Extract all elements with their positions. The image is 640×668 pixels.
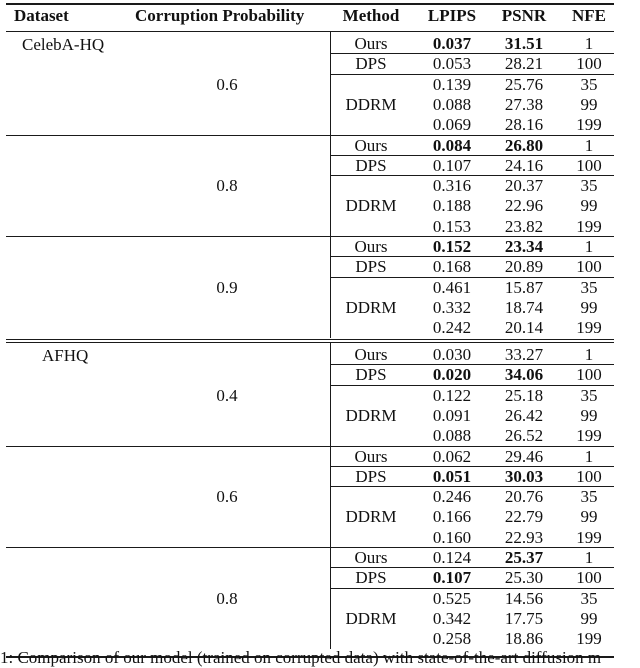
psnr-value: 26.52 (504, 426, 544, 446)
lpips-value: 0.124 (432, 548, 472, 567)
lpips-value: 0.332 (432, 297, 472, 317)
method-name: DDRM (345, 507, 397, 527)
header-lpips: LPIPS (427, 6, 477, 25)
top-rule (6, 3, 614, 5)
lpips-value: 0.107 (432, 155, 472, 175)
lpips-value: 0.107 (432, 568, 472, 588)
lpips-value: 0.062 (432, 446, 472, 466)
nfe-value: 35 (580, 588, 598, 608)
lpips-value: 0.168 (432, 257, 472, 277)
method-name: DDRM (345, 405, 397, 425)
nfe-value: 100 (576, 365, 602, 385)
method-name: Ours (354, 135, 388, 155)
nfe-value: 100 (576, 155, 602, 175)
method-name: DPS (355, 466, 387, 486)
method-name: DDRM (345, 297, 397, 317)
nfe-value: 35 (580, 385, 598, 405)
dataset-separator-rule (6, 342, 614, 343)
lpips-value: 0.188 (432, 196, 472, 216)
nfe-value: 199 (576, 115, 602, 135)
nfe-value: 99 (580, 608, 598, 628)
psnr-value: 30.03 (504, 466, 544, 486)
psnr-value: 20.76 (504, 487, 544, 507)
nfe-value: 199 (576, 629, 602, 649)
method-name: Ours (354, 34, 388, 53)
nfe-value: 1 (584, 446, 594, 466)
psnr-value: 25.37 (504, 548, 544, 567)
nfe-value: 99 (580, 196, 598, 216)
lpips-value: 0.069 (432, 115, 472, 135)
header-method: Method (342, 6, 400, 25)
header-rule (6, 31, 614, 32)
psnr-value: 22.93 (504, 527, 544, 547)
psnr-value: 22.96 (504, 196, 544, 216)
corruption-probability: 0.8 (216, 588, 238, 608)
header-corruption-probability: Corruption Probability (135, 6, 305, 25)
lpips-value: 0.091 (432, 405, 472, 425)
method-name: Ours (354, 345, 388, 364)
nfe-value: 199 (576, 318, 602, 338)
nfe-value: 1 (584, 548, 594, 567)
lpips-value: 0.030 (432, 345, 472, 364)
lpips-value: 0.020 (432, 365, 472, 385)
psnr-value: 25.30 (504, 568, 544, 588)
nfe-value: 1 (584, 237, 594, 256)
lpips-value: 0.316 (432, 176, 472, 196)
table-caption: 1: Comparison of our model (trained on corrupted data) with state-of-the-art diffusion m (0, 648, 602, 667)
nfe-value: 100 (576, 466, 602, 486)
lpips-value: 0.152 (432, 237, 472, 256)
method-name: DPS (355, 54, 387, 74)
psnr-value: 28.16 (504, 115, 544, 135)
lpips-value: 0.342 (432, 608, 472, 628)
method-name: DDRM (345, 94, 397, 114)
lpips-value: 0.461 (432, 277, 472, 297)
psnr-value: 29.46 (504, 446, 544, 466)
psnr-value: 34.06 (504, 365, 544, 385)
lpips-value: 0.122 (432, 385, 472, 405)
lpips-value: 0.088 (432, 426, 472, 446)
psnr-value: 15.87 (504, 277, 544, 297)
corruption-probability: 0.6 (216, 74, 238, 94)
psnr-value: 18.74 (504, 297, 544, 317)
nfe-value: 99 (580, 94, 598, 114)
method-name: DDRM (345, 196, 397, 216)
lpips-value: 0.088 (432, 94, 472, 114)
corruption-probability: 0.9 (216, 277, 238, 297)
psnr-value: 18.86 (504, 629, 544, 649)
lpips-value: 0.084 (432, 135, 472, 155)
header-nfe: NFE (572, 6, 606, 25)
nfe-value: 1 (584, 135, 594, 155)
nfe-value: 35 (580, 74, 598, 94)
nfe-value: 100 (576, 568, 602, 588)
nfe-value: 35 (580, 277, 598, 297)
psnr-value: 33.27 (504, 345, 544, 364)
lpips-value: 0.160 (432, 527, 472, 547)
nfe-value: 199 (576, 426, 602, 446)
lpips-value: 0.053 (432, 54, 472, 74)
method-name: Ours (354, 237, 388, 256)
nfe-value: 199 (576, 216, 602, 236)
lpips-value: 0.037 (432, 34, 472, 53)
nfe-value: 1 (584, 34, 594, 53)
method-name: DPS (355, 155, 387, 175)
psnr-value: 25.76 (504, 74, 544, 94)
corruption-probability: 0.8 (216, 176, 238, 196)
nfe-value: 1 (584, 345, 594, 364)
lpips-value: 0.242 (432, 318, 472, 338)
method-name: Ours (354, 446, 388, 466)
method-name: DPS (355, 365, 387, 385)
psnr-value: 20.37 (504, 176, 544, 196)
psnr-value: 23.34 (504, 237, 544, 256)
lpips-value: 0.258 (432, 629, 472, 649)
psnr-value: 20.89 (504, 257, 544, 277)
header-psnr: PSNR (501, 6, 547, 25)
psnr-value: 28.21 (504, 54, 544, 74)
psnr-value: 14.56 (504, 588, 544, 608)
lpips-value: 0.051 (432, 466, 472, 486)
method-column-divider (330, 343, 331, 649)
method-name: DPS (355, 257, 387, 277)
corruption-probability: 0.4 (216, 385, 238, 405)
dataset-name: AFHQ (42, 346, 89, 365)
method-name: DDRM (345, 608, 397, 628)
psnr-value: 20.14 (504, 318, 544, 338)
lpips-value: 0.153 (432, 216, 472, 236)
header-dataset: Dataset (14, 6, 69, 25)
psnr-value: 26.80 (504, 135, 544, 155)
psnr-value: 24.16 (504, 155, 544, 175)
lpips-value: 0.525 (432, 588, 472, 608)
psnr-value: 23.82 (504, 216, 544, 236)
psnr-value: 25.18 (504, 385, 544, 405)
dataset-separator-rule (6, 339, 614, 340)
nfe-value: 99 (580, 405, 598, 425)
psnr-value: 17.75 (504, 608, 544, 628)
psnr-value: 22.79 (504, 507, 544, 527)
nfe-value: 199 (576, 527, 602, 547)
lpips-value: 0.166 (432, 507, 472, 527)
nfe-value: 99 (580, 297, 598, 317)
method-name: DPS (355, 568, 387, 588)
corruption-probability: 0.6 (216, 487, 238, 507)
nfe-value: 100 (576, 257, 602, 277)
psnr-value: 31.51 (504, 34, 544, 53)
nfe-value: 99 (580, 507, 598, 527)
nfe-value: 100 (576, 54, 602, 74)
lpips-value: 0.139 (432, 74, 472, 94)
lpips-value: 0.246 (432, 487, 472, 507)
psnr-value: 26.42 (504, 405, 544, 425)
nfe-value: 35 (580, 487, 598, 507)
method-name: Ours (354, 548, 388, 567)
dataset-name: CelebA-HQ (22, 35, 105, 54)
psnr-value: 27.38 (504, 94, 544, 114)
method-column-divider (330, 32, 331, 338)
nfe-value: 35 (580, 176, 598, 196)
